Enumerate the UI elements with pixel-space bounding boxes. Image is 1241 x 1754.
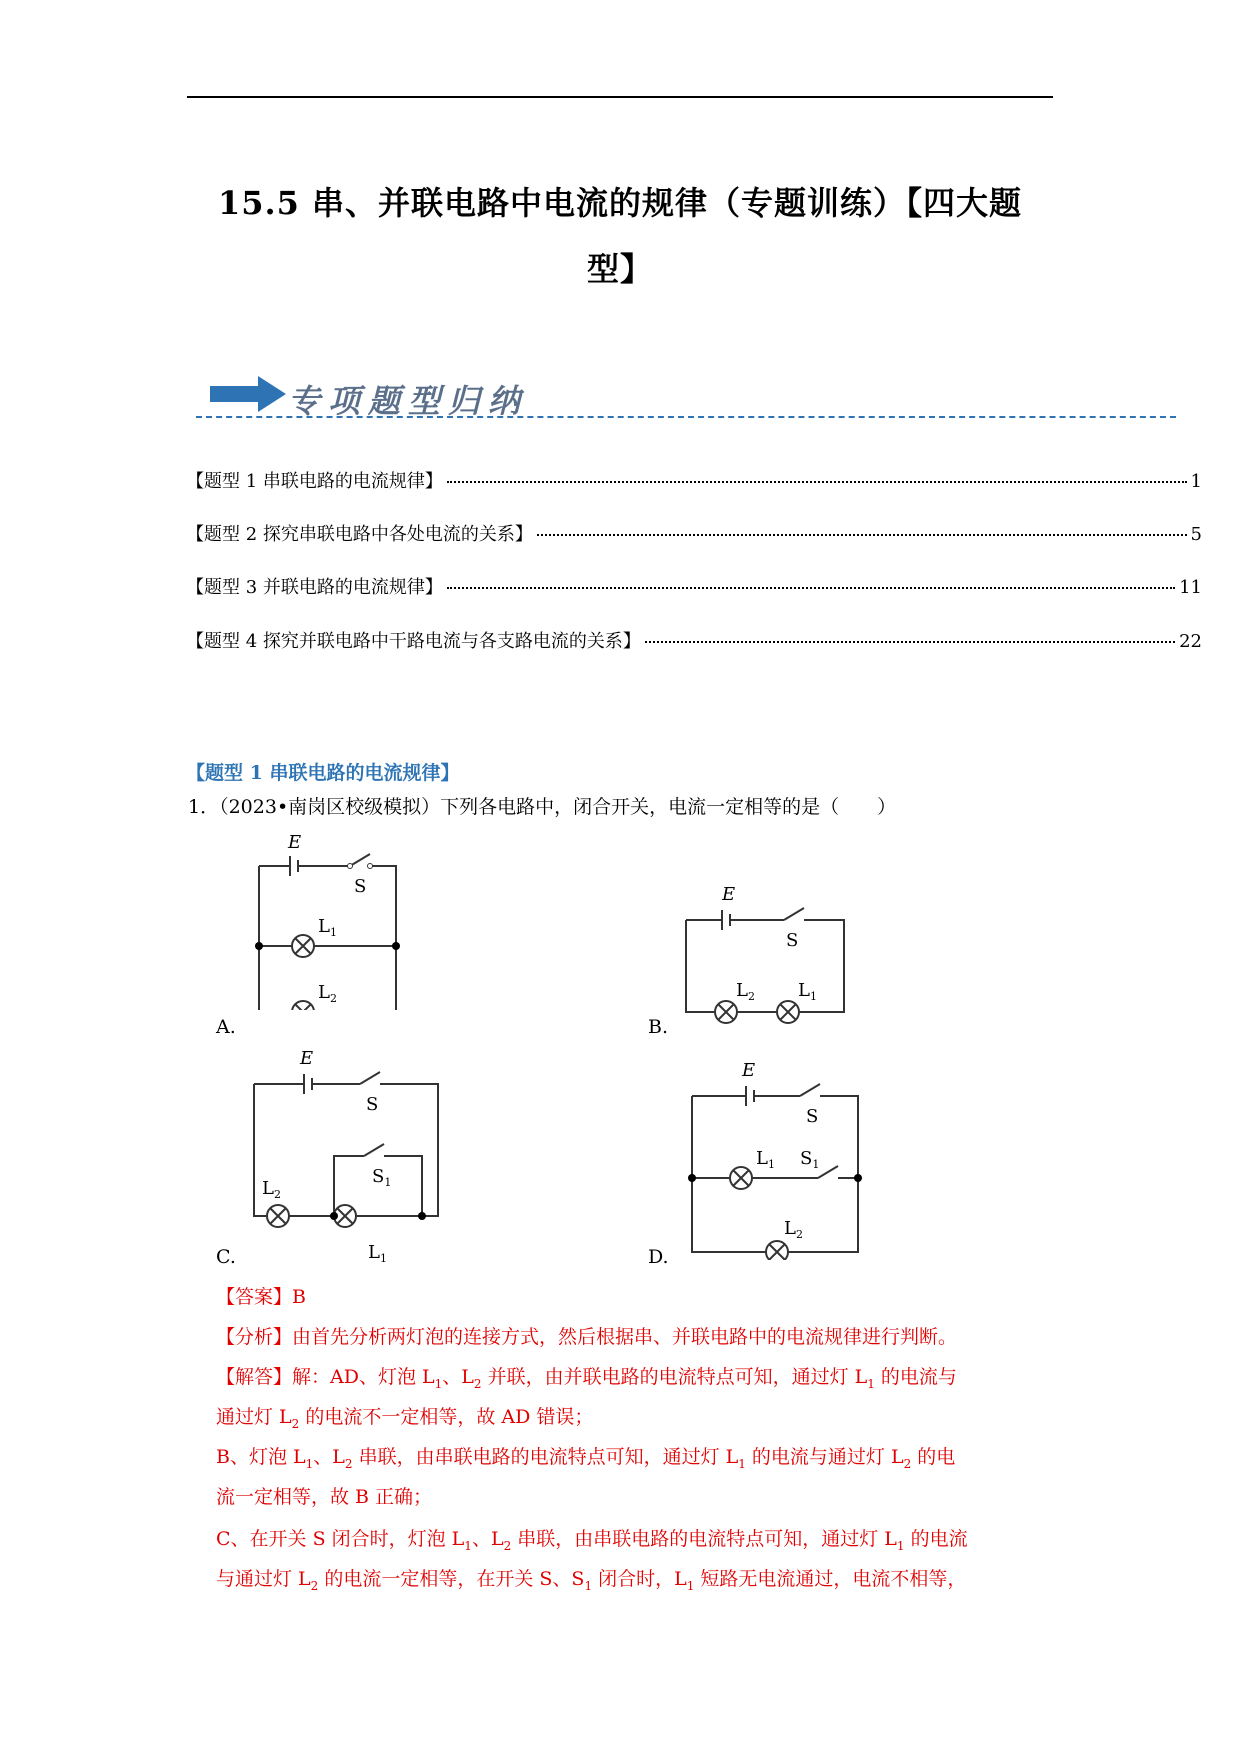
solution-line-6: 与通过灯 $L_2$ 的电流一定相等，在开关 S、$S_1$ 闭合时，$L_1$ 短路无电流通过，电流不相等，	[216, 1568, 967, 1593]
circuit-b	[680, 884, 860, 1024]
toc-label: 【题型 4 探究并联电路中干路电流与各支路电流的关系】	[186, 631, 641, 652]
svg-text:S1: $S_1$	[372, 1166, 392, 1189]
toc-item-3[interactable]	[186, 573, 1202, 599]
svg-text:L1: $L_1$	[756, 1148, 775, 1171]
header-rule	[187, 96, 1053, 98]
answer-line: 【答案】B	[216, 1286, 306, 1308]
page-title: 15.5 串、并联电路中电流的规律（专题训练）【四大题	[217, 184, 1023, 222]
toc-item-2[interactable]	[186, 520, 1202, 546]
option-c-label: C.	[216, 1246, 236, 1268]
solution-line-3: B、灯泡 $L_1$、$L_2$ 串联，由串联电路的电流特点可知，通过灯 $L_1$ 的电流与通过灯 $L_2$ 的电	[216, 1446, 956, 1471]
solution-line-1: 【解答】解：AD、灯泡 $L_1$、$L_2$ 并联，由并联电路的电流特点可知，通过灯 $L_1$ 的电流与	[216, 1366, 957, 1391]
toc-label: 【题型 3 并联电路的电流规律】	[186, 577, 443, 598]
svg-text:L1: $L_1$	[318, 916, 337, 939]
solution-line-4: 流一定相等，故 B 正确；	[216, 1486, 433, 1508]
svg-text:S: S	[786, 930, 799, 951]
circuit-d	[686, 1060, 876, 1260]
circuit-a	[248, 830, 408, 1010]
svg-text:E: E	[288, 832, 302, 853]
solution-line-5: C、在开关 S 闭合时，灯泡 $L_1$、$L_2$ 串联，由串联电路的电流特点可知，通过灯 $L_1$ 的电流	[216, 1528, 968, 1553]
svg-text:L2: $L_2$	[736, 980, 755, 1003]
option-a-label: A.	[216, 1016, 236, 1038]
toc-item-1[interactable]	[186, 467, 1202, 493]
svg-text:S: S	[366, 1094, 379, 1115]
toc-page: 22	[1179, 631, 1202, 652]
svg-text:E: E	[742, 1060, 756, 1081]
question-text: 1．（2023•南岗区校级模拟）下列各电路中，闭合开关，电流一定相等的是（ ）	[188, 796, 897, 818]
svg-text:S: S	[806, 1106, 819, 1127]
analysis-line: 【分析】由首先分析两灯泡的连接方式，然后根据串、并联电路中的电流规律进行判断。	[216, 1326, 958, 1348]
section-banner	[196, 376, 1176, 426]
banner-title: 专项题型归纳	[288, 382, 529, 420]
svg-text:E: E	[722, 884, 736, 905]
solution-line-2: 通过灯 $L_2$ 的电流不一定相等，故 AD 错误；	[216, 1406, 594, 1431]
option-b-label: B.	[648, 1016, 669, 1038]
option-d-label: D.	[648, 1246, 669, 1268]
toc-label: 【题型 2 探究串联电路中各处电流的关系】	[186, 524, 533, 545]
toc-page: 5	[1190, 524, 1202, 545]
section-heading: 【题型 1 串联电路的电流规律】	[186, 762, 460, 784]
svg-text:S: S	[354, 876, 367, 897]
toc-page: 11	[1179, 577, 1202, 598]
svg-text:S1: $S_1$	[800, 1148, 820, 1171]
page-title-cont: 型】	[586, 250, 653, 288]
circuit-c	[248, 1048, 458, 1268]
toc-label: 【题型 1 串联电路的电流规律】	[186, 471, 443, 492]
svg-text:L1: $L_1$	[798, 980, 817, 1003]
arrow-icon	[210, 376, 290, 412]
svg-text:E: E	[300, 1048, 314, 1069]
svg-text:L2: $L_2$	[262, 1178, 281, 1201]
svg-text:L1: $L_1$	[368, 1242, 387, 1265]
banner-divider	[196, 416, 1176, 418]
svg-text:L2: $L_2$	[318, 982, 337, 1005]
toc-page: 1	[1190, 471, 1202, 492]
toc-item-4[interactable]	[186, 627, 1202, 653]
svg-text:L2: $L_2$	[784, 1218, 803, 1241]
